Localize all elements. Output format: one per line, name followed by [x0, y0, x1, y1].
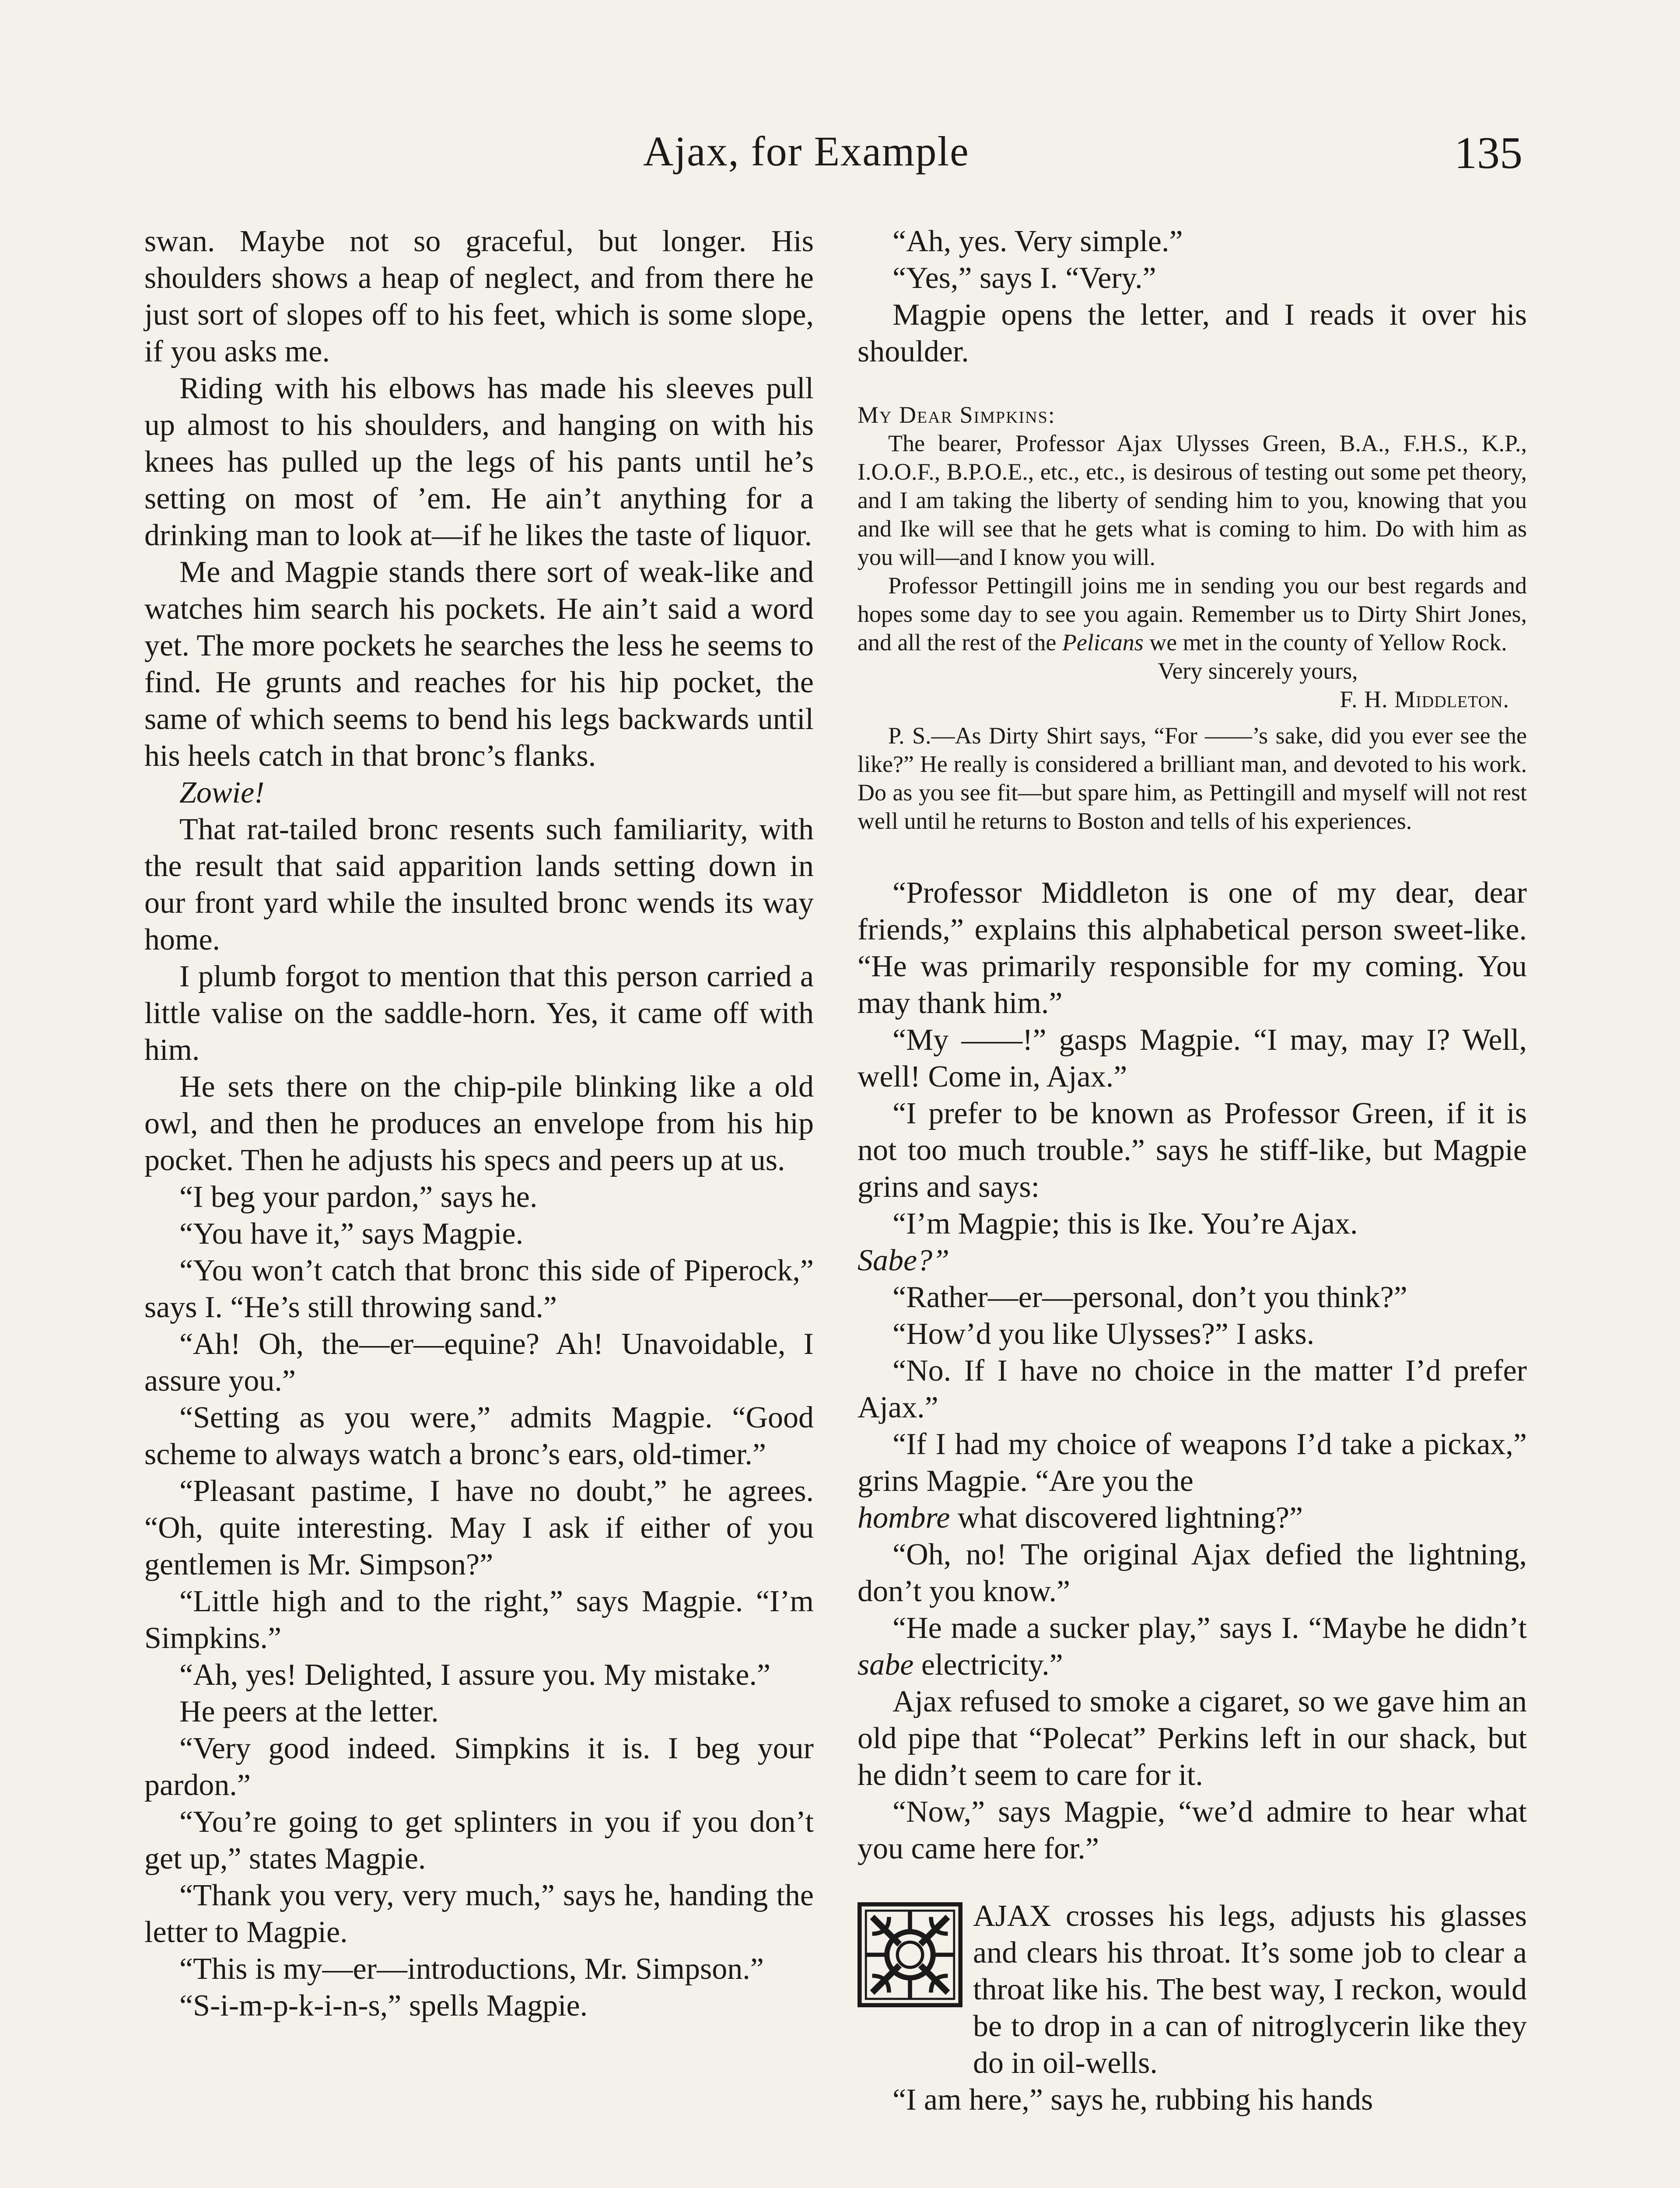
left-column-paragraph	[144, 1694, 814, 1730]
right-column-mid-text: “If I had my choice of weapons I’d take a pickax,” grins Magpie. “Are you the	[858, 1427, 1527, 1498]
running-head: Ajax, for Example	[643, 128, 970, 175]
right-column-mid-paragraph	[858, 1794, 1527, 1867]
right-column-mid-paragraph	[858, 1279, 1527, 1316]
left-column-paragraph	[144, 958, 814, 1069]
right-column-mid-text: “Oh, no! The original Ajax defied the lightning, don’t you know.”	[858, 1538, 1527, 1608]
right-column-mid-paragraph	[858, 1500, 1527, 1536]
left-column-paragraph	[144, 223, 814, 370]
left-column	[144, 223, 814, 2024]
right-column-mid-text: “Professor Middleton is one of my dear, dear friends,” explains this alphabetical person sweet-like. “He was primarily responsible for my coming. You may thank him.”	[858, 876, 1527, 1020]
left-column-text: I plumb forgot to mention that this person carried a little valise on the saddle-horn. Yes, it came off with him.	[144, 960, 814, 1067]
drop-paragraph: AJAX crosses his legs, adjusts his glasses and clears his throat. It’s some job to clear a throat like his. The best way, I reckon, would be to drop in a can of nitroglycerin like they do in oil-wells.	[973, 1899, 1527, 2080]
letter-body-2-italic: Pelicans	[1062, 629, 1144, 656]
letter-body-2-post: we met in the county of Yellow Rock.	[1143, 629, 1507, 656]
left-column-paragraph	[144, 1877, 814, 1951]
left-column-text: “Pleasant pastime, I have no doubt,” he agrees. “Oh, quite interesting. May I ask if either of you gentlemen is Mr. Simpson?”	[144, 1474, 814, 1581]
letter-closing: Very sincerely yours,	[1158, 658, 1358, 684]
left-column-paragraph	[144, 1951, 814, 1988]
left-column-paragraph	[144, 1473, 814, 1583]
left-column-paragraph	[144, 811, 814, 958]
last-line: “I am here,” says he, rubbing his hands	[892, 2083, 1373, 2117]
right-column-mid-text: “No. If I have no choice in the matter I’d prefer Ajax.”	[858, 1354, 1527, 1424]
left-column-text: “Thank you very, very much,” says he, handing the letter to Magpie.	[144, 1879, 814, 1949]
left-column-text: “You’re going to get splinters in you if you don’t get up,” states Magpie.	[144, 1805, 814, 1876]
right-column-mid-paragraph	[858, 1022, 1527, 1095]
right-column-mid-text: Sabe?”	[858, 1244, 949, 1277]
left-column-text: Zowie!	[179, 776, 265, 810]
right-column-top-text: Magpie opens the letter, and I reads it over his shoulder.	[858, 298, 1527, 368]
left-column-paragraph	[144, 1583, 814, 1657]
left-column-paragraph	[144, 554, 814, 775]
right-column-mid-text-after: electricity.”	[914, 1648, 1063, 1682]
right-column-top-text: “Ah, yes. Very simple.”	[892, 224, 1183, 258]
right-column-mid-text: Ajax refused to smoke a cigaret, so we gave him an old pipe that “Polecat” Perkins left in our shack, but he didn’t seem to care for it.	[858, 1685, 1527, 1792]
left-column-paragraph	[144, 1399, 814, 1473]
left-column-paragraph	[144, 1216, 814, 1252]
letter-body-2-pre: Professor Pettingill joins me in sending you our best regards and hopes some day to see you again. Remember us to Dirty Shirt Jones, and all the rest of the	[858, 572, 1527, 656]
left-column-text: “This is my—er—introductions, Mr. Simpson.”	[179, 1952, 764, 1986]
right-column-mid-paragraph	[858, 1610, 1527, 1683]
left-column-paragraph	[144, 370, 814, 554]
letter-block	[858, 401, 1527, 835]
left-column-text: Riding with his elbows has made his sleeves pull up almost to his shoulders, and hanging on with his knees has pulled up the legs of his pants until he’s setting on most of ’em. He ain’t anything for a drinking man to look at—if he likes the taste of liquor.	[144, 372, 814, 552]
letter-body-1: The bearer, Professor Ajax Ulysses Green, B.A., F.H.S., K.P., I.O.O.F., B.P.O.E., etc., etc., is desirous of testing out some pet theory, and I am taking the liberty of sending him to you, knowing that you and Ike will see that he gets what is coming to him. Do with him as you will—and I know you will.	[858, 430, 1527, 570]
left-column-text: “Ah, yes! Delighted, I assure you. My mistake.”	[179, 1658, 771, 1692]
page-number: 135	[1454, 128, 1522, 178]
left-column-paragraph	[144, 1988, 814, 2024]
right-column-top-text: “Yes,” says I. “Very.”	[892, 261, 1156, 295]
left-column-paragraph	[144, 775, 814, 811]
right-column-mid-paragraph	[858, 1095, 1527, 1206]
right-column-mid-paragraph	[858, 875, 1527, 1022]
left-column-paragraph	[144, 1657, 814, 1694]
left-column-text: “Setting as you were,” admits Magpie. “Good scheme to always watch a bronc’s ears, old-timer.”	[144, 1401, 814, 1471]
drop-cap-text	[973, 1898, 1527, 2082]
right-column-mid-paragraph	[858, 1316, 1527, 1353]
right-column-mid-text: “How’d you like Ulysses?” I asks.	[892, 1317, 1315, 1351]
left-column-text: That rat-tailed bronc resents such familiarity, with the result that said apparition lands setting down in our front yard while the insulted bronc wends its way home.	[144, 813, 814, 957]
celtic-knot-icon	[858, 1902, 962, 2007]
right-column-top-paragraph	[858, 260, 1527, 297]
left-column-text: “You have it,” says Magpie.	[179, 1217, 524, 1251]
left-column-text: “S-i-m-p-k-i-n-s,” spells Magpie.	[179, 1989, 588, 2023]
left-column-text: “Little high and to the right,” says Magpie. “I’m Simpkins.”	[144, 1585, 814, 1655]
right-column-mid-text-after: what discovered lightning?”	[950, 1501, 1303, 1535]
page-header	[144, 127, 1522, 193]
section-gap	[858, 1867, 1527, 1898]
right-column-mid-text: “Rather—er—personal, don’t you think?”	[892, 1280, 1407, 1314]
left-column-paragraph	[144, 1326, 814, 1399]
left-column-text: He peers at the letter.	[179, 1695, 439, 1729]
letter-salutation: My Dear Simpkins:	[858, 402, 1056, 428]
letter-signature: F. H. Middleton.	[1340, 686, 1509, 712]
right-column-mid-paragraph	[858, 1353, 1527, 1426]
right-column-mid-paragraph	[858, 1242, 1527, 1279]
right-column-top	[858, 223, 1527, 370]
left-column-text: swan. Maybe not so graceful, but longer. His shoulders shows a heap of neglect, and from there he just sort of slopes off to his feet, which is some slope, if you asks me.	[144, 224, 814, 368]
right-column-top-paragraph	[858, 297, 1527, 370]
right-column-mid-text: “My ——!” gasps Magpie. “I may, may I? Well, well! Come in, Ajax.”	[858, 1023, 1527, 1094]
right-column-mid-paragraph	[858, 1683, 1527, 1794]
left-column-paragraph	[144, 1730, 814, 1804]
right-column-mid-text: “I’m Magpie; this is Ike. You’re Ajax.	[892, 1207, 1358, 1241]
right-column-mid-italic-text: sabe	[858, 1648, 914, 1682]
letter-body-2	[858, 572, 1527, 657]
left-column-text: “You won’t catch that bronc this side of Piperock,” says I. “He’s still throwing sand.”	[144, 1254, 814, 1324]
drop-cap-paragraph	[858, 1898, 1527, 2082]
right-column-mid-paragraph	[858, 1206, 1527, 1242]
right-column-top-paragraph	[858, 223, 1527, 260]
left-column-text: “Ah! Oh, the—er—equine? Ah! Unavoidable, I assure you.”	[144, 1327, 814, 1398]
right-column-mid-paragraph	[858, 1536, 1527, 1610]
letter-postscript: P. S.—As Dirty Shirt says, “For ——’s sake, did you ever see the like?” He really is considered a brilliant man, and devoted to his work. Do as you see fit—but spare him, as Pettingill and myself will not rest well until he returns to Boston and tells of his experiences.	[858, 722, 1527, 834]
right-column-mid-text: “Now,” says Magpie, “we’d admire to hear what you came here for.”	[858, 1795, 1527, 1865]
left-column-paragraph	[144, 1179, 814, 1216]
left-column-text: Me and Magpie stands there sort of weak-like and watches him search his pockets. He ain’t said a word yet. The more pockets he searches the less he seems to find. He grunts and reaches for his hip pocket, the same of which seems to bend his legs backwards until his heels catch in that bronc’s flanks.	[144, 555, 814, 773]
right-column-mid-italic-text: hombre	[858, 1501, 950, 1535]
left-column-text: “I beg your pardon,” says he.	[179, 1180, 538, 1214]
right-column-mid-text: “I prefer to be known as Professor Green, if it is not too much trouble.” says he stiff-like, but Magpie grins and says:	[858, 1097, 1527, 1204]
right-column-middle	[858, 875, 1527, 1867]
right-column-mid-paragraph	[858, 1426, 1527, 1500]
left-column-text: He sets there on the chip-pile blinking like a old owl, and then he produces an envelope from his hip pocket. Then he adjusts his specs and peers up at us.	[144, 1070, 814, 1177]
right-column-mid-text: “He made a sucker play,” says I. “Maybe he didn’t	[892, 1611, 1527, 1645]
left-column-paragraph	[144, 1069, 814, 1179]
left-column-paragraph	[144, 1252, 814, 1326]
right-column	[858, 223, 1527, 2118]
left-column-text: “Very good indeed. Simpkins it is. I beg your pardon.”	[144, 1732, 814, 1802]
left-column-paragraph	[144, 1804, 814, 1877]
